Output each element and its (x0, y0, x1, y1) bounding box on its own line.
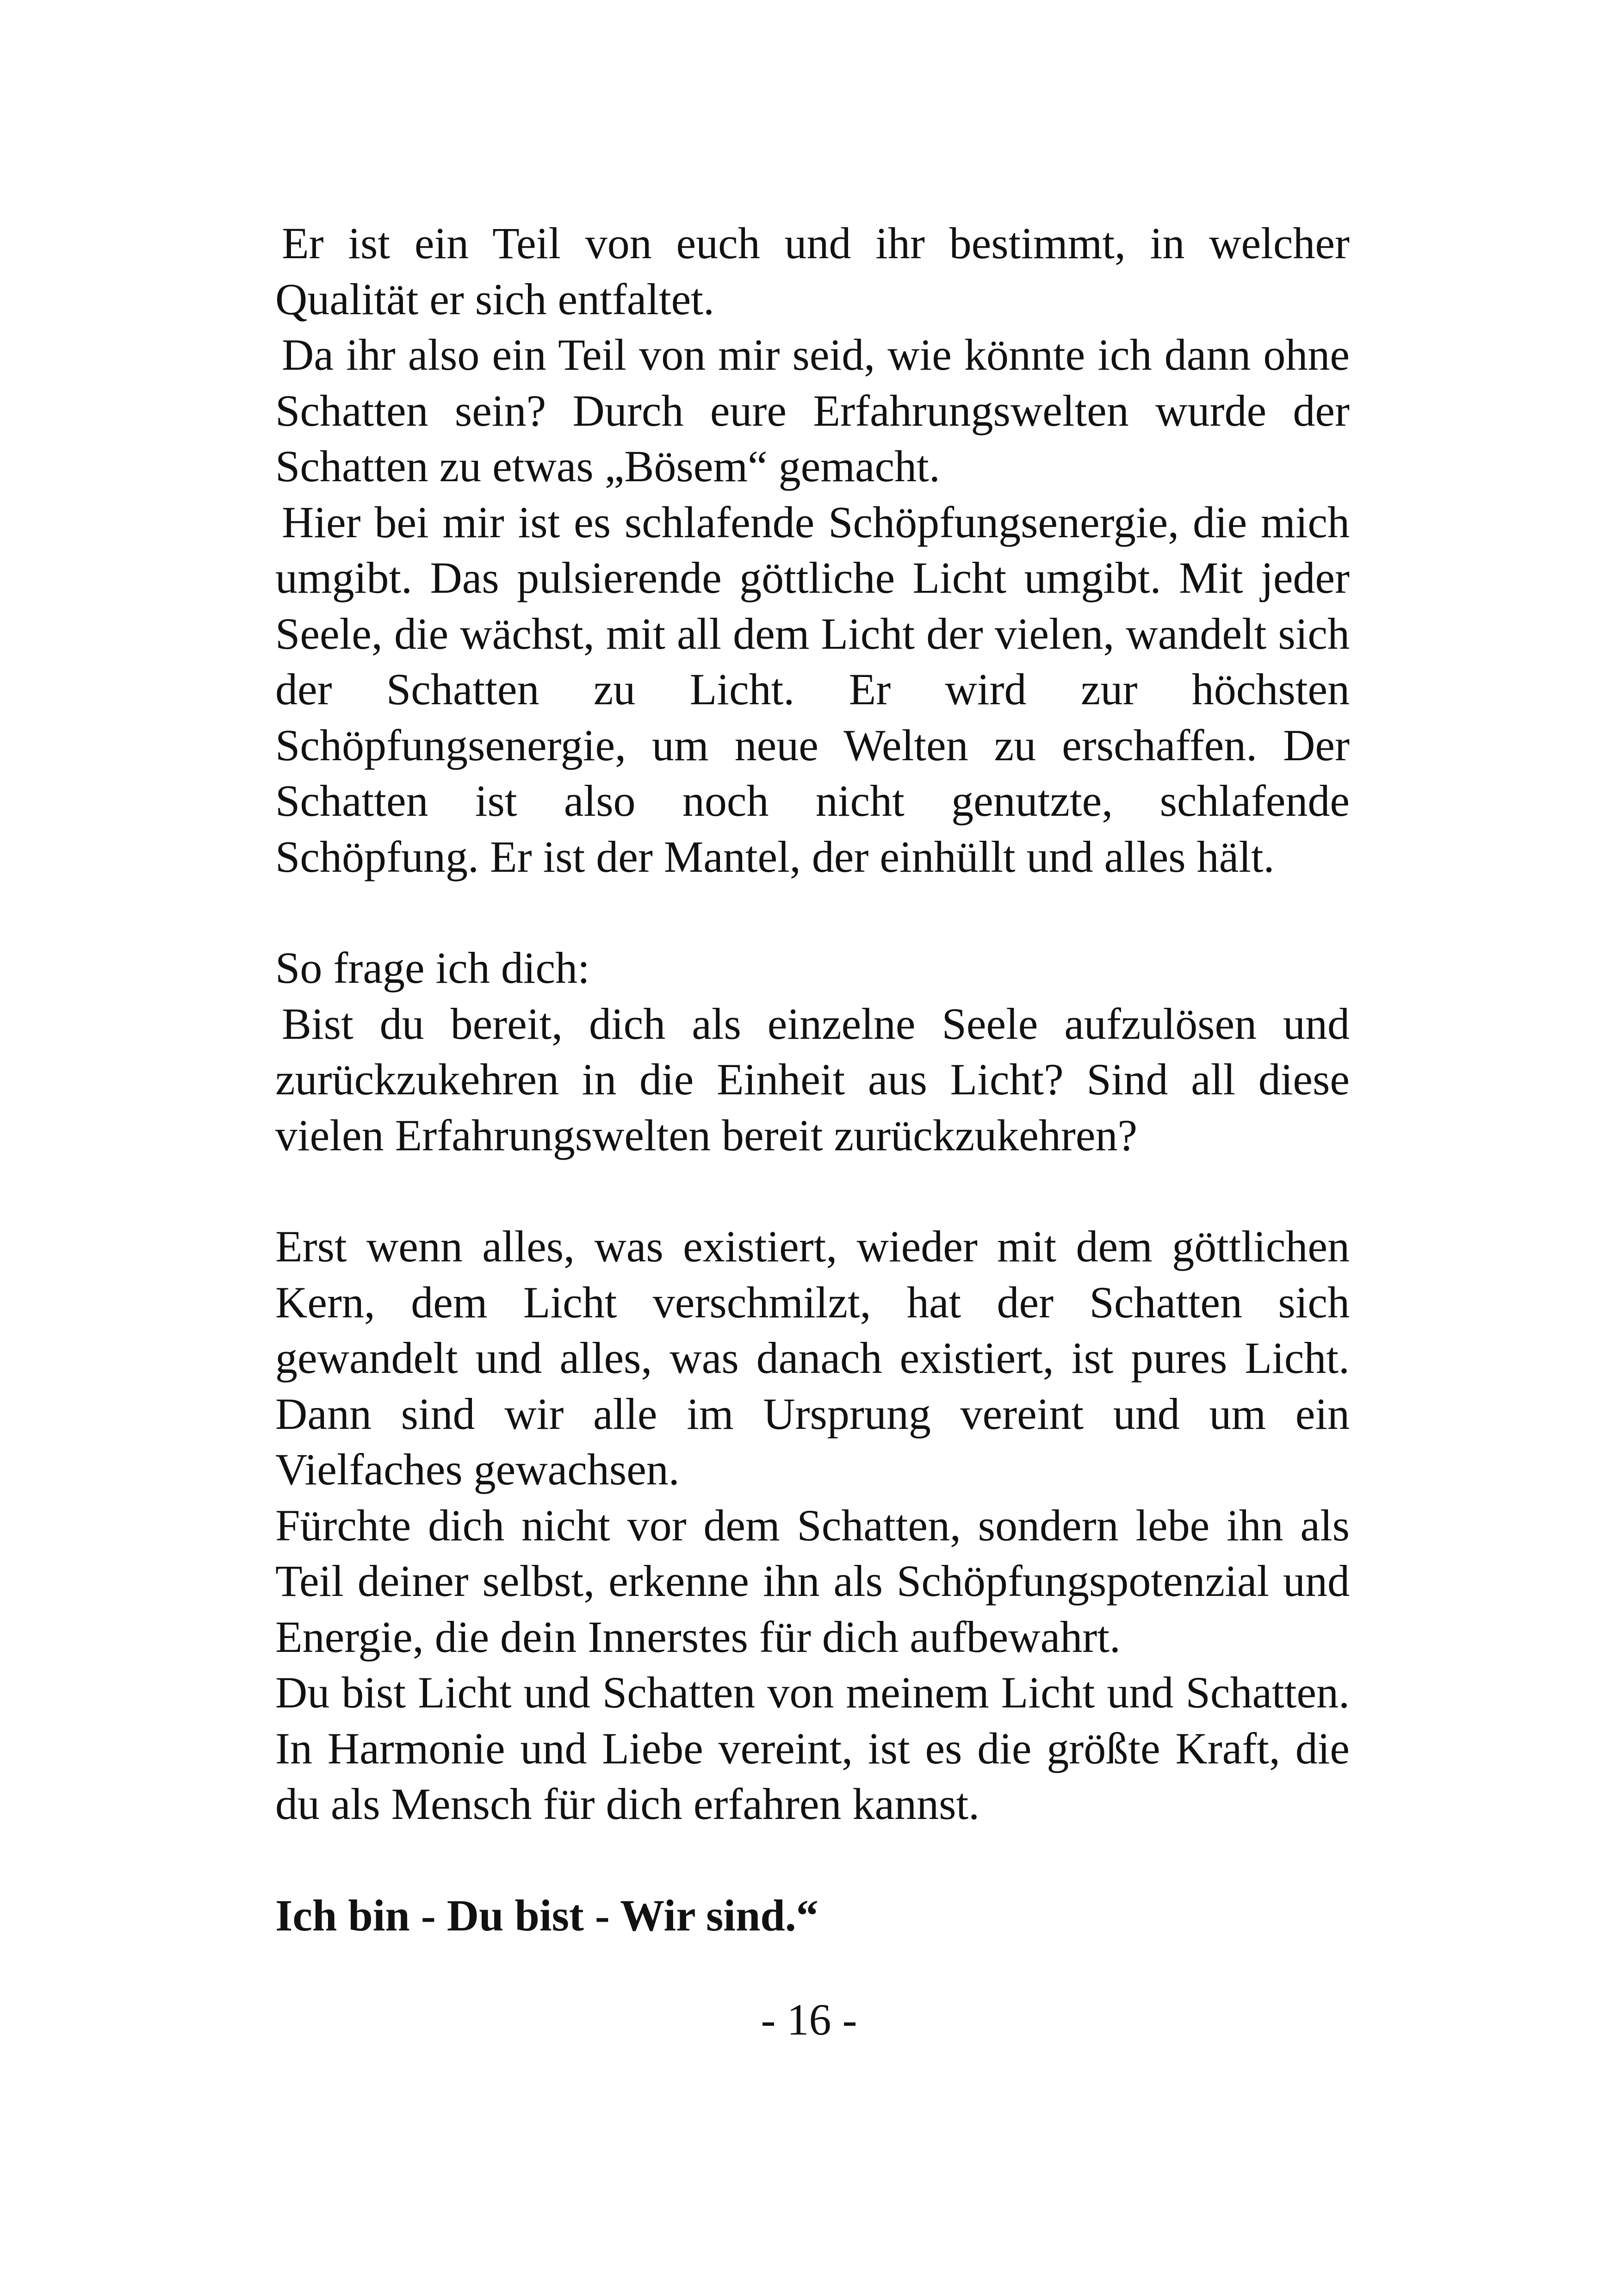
paragraph-spacer (275, 885, 1350, 940)
page-text-body (275, 216, 1350, 1943)
paragraph-erst-wenn: Erst wenn alles, was existiert, wieder mit dem göttlichen Kern, dem Licht verschmilzt, hat der Schatten sich gewandelt und alles, was danach existiert, ist pures Licht. Dann sind wir alle im Ursprung vereint und um ein Vielfaches gewachsen. (275, 1222, 1350, 1494)
paragraph-bist-du-bereit: Bist du bereit, dich als einzelne Seele aufzulösen und zurückzukehren in die Einheit aus Licht? Sind all diese vielen Erfahrungswelten bereit zurückzukehren? (275, 999, 1350, 1160)
paragraph-fuerchte-dich-nicht: Fürchte dich nicht vor dem Schatten, sondern lebe ihn als Teil deiner selbst, erkenne ihn als Schöpfungspotenzial und Energie, die dein Innerstes für dich aufbewahrt. (275, 1500, 1350, 1662)
paragraph-spacer (275, 1163, 1350, 1219)
paragraph-teil-von-mir: Da ihr also ein Teil von mir seid, wie könnte ich dann ohne Schatten sein? Durch eure Erfahrungswelten wurde der Schatten zu etwas „Bösem“ gemacht. (275, 330, 1350, 491)
paragraph-qualitaet: Er ist ein Teil von euch und ihr bestimmt, in welcher Qualität er sich entfaltet. (275, 218, 1350, 324)
paragraph-frage: So frage ich dich: (275, 943, 590, 993)
closing-line: Ich bin - Du bist - Wir sind.“ (275, 1890, 818, 1940)
paragraph-schoepfungsenergie: Hier bei mir ist es schlafende Schöpfungsenergie, die mich umgibt. Das pulsierende göttliche Licht umgibt. Mit jeder Seele, die wächst, mit all dem Licht der vielen, wandelt sich der Schatten zu Licht. Er wird zur höchsten Schöpfungsenergie, um neue Welten zu erschaffen. Der Schatten ist also noch nicht genutzte, schlafende Schöpfung. Er ist der Mantel, der einhüllt und alles hält. (275, 497, 1350, 881)
page-number: - 16 - (761, 1995, 857, 2044)
paragraph-spacer (275, 1832, 1350, 1888)
paragraph-licht-und-schatten: Du bist Licht und Schatten von meinem Licht und Schatten. In Harmonie und Liebe vereint, ist es die größte Kraft, die du als Mensch für dich erfahren kannst. (275, 1668, 1350, 1829)
